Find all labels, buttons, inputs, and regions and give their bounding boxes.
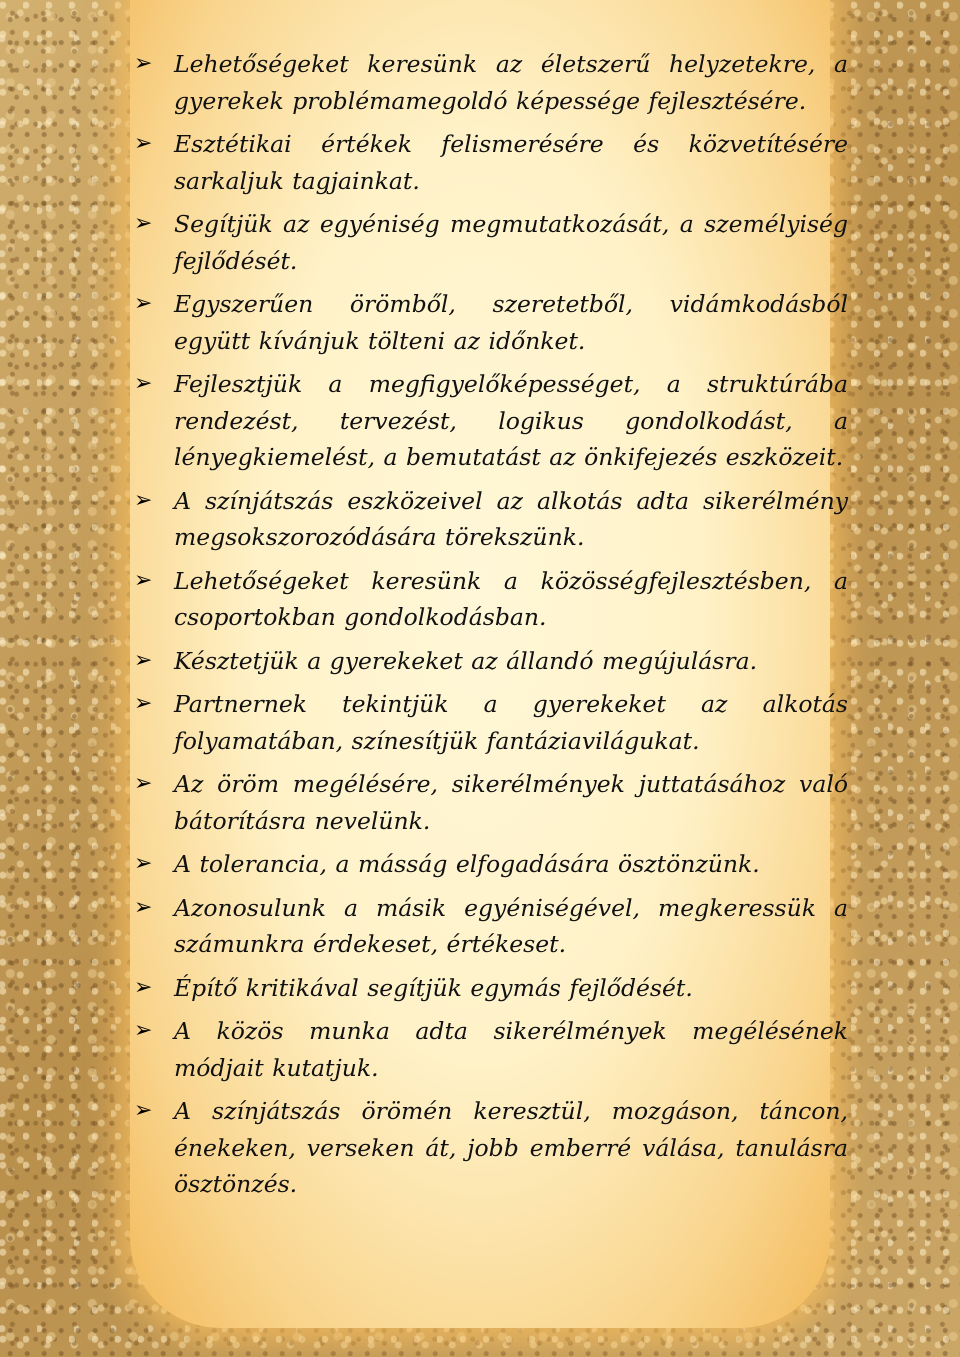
list-item-text: Építő kritikával segítjük egymás fejlődését. (174, 973, 693, 1002)
list-item (132, 970, 848, 1007)
arrow-bullet-icon: ➢ (134, 894, 153, 920)
arrow-bullet-icon: ➢ (134, 771, 153, 796)
list-item (132, 286, 848, 359)
arrow-bullet-icon: ➢ (134, 51, 153, 76)
arrow-bullet-icon: ➢ (134, 1098, 153, 1123)
goals-list (132, 46, 848, 1203)
list-item (132, 890, 848, 963)
list-item (132, 483, 848, 556)
list-item (132, 126, 848, 199)
arrow-bullet-icon: ➢ (134, 1018, 153, 1043)
list-item-text: Az öröm megélésére, sikerélmények juttatásához való bátorításra nevelünk. (174, 770, 848, 835)
arrow-bullet-icon: ➢ (134, 291, 153, 316)
list-item-text: A közös munka adta sikerélmények megélésének módjait kutatjuk. (174, 1017, 848, 1082)
list-item-text: Fejlesztjük a megfigyelőképességet, a struktúrába rendezést, tervezést, logikus gondolkodást, a lényegkiemelést, a bemutatást az önkifejezés eszközeit. (174, 370, 848, 471)
list-item-text: A tolerancia, a másság elfogadására ösztönzünk. (174, 850, 760, 878)
list-item (132, 846, 848, 883)
list-item-text: Lehetőségeket keresünk a közösségfejlesztésben, a csoportokban gondolkodásban. (174, 566, 848, 631)
list-item-text: Segítjük az egyéniség megmutatkozását, a személyiség fejlődését. (174, 210, 848, 275)
list-item (132, 766, 848, 839)
list-item (132, 563, 848, 636)
arrow-bullet-icon: ➢ (134, 131, 153, 156)
list-item-text: Partnernek tekintjük a gyerekeket az alkotás folyamatában, színesítjük fantáziavilágukat. (174, 690, 848, 755)
list-item (132, 46, 848, 119)
list-item (132, 643, 848, 680)
arrow-bullet-icon: ➢ (134, 371, 153, 396)
arrow-bullet-icon: ➢ (134, 211, 153, 236)
list-item-text: A színjátszás örömén keresztül, mozgáson, táncon, énekeken, verseken át, jobb emberré válása, tanulásra ösztönzés. (174, 1097, 848, 1198)
arrow-bullet-icon: ➢ (134, 691, 153, 716)
arrow-bullet-icon: ➢ (134, 487, 153, 513)
list-item-text: Esztétikai értékek felismerésére és közvetítésére sarkaljuk tagjainkat. (174, 130, 848, 195)
list-item-text: A színjátszás eszközeivel az alkotás adta sikerélmény megsokszorozódására törekszünk. (174, 486, 848, 551)
list-item (132, 366, 848, 476)
goals-list-container (132, 46, 848, 1210)
list-item-text: Késztetjük a gyerekeket az állandó megújulásra. (174, 646, 758, 675)
arrow-bullet-icon: ➢ (134, 647, 153, 673)
list-item (132, 1013, 848, 1086)
list-item (132, 206, 848, 279)
arrow-bullet-icon: ➢ (134, 851, 153, 876)
list-item-text: Lehetőségeket keresünk az életszerű helyzetekre, a gyerekek problémamegoldó képessége fejlesztésére. (174, 50, 848, 115)
arrow-bullet-icon: ➢ (134, 974, 153, 1000)
list-item (132, 1093, 848, 1203)
list-item (132, 686, 848, 759)
arrow-bullet-icon: ➢ (134, 567, 153, 593)
list-item-text: Azonosulunk a másik egyéniségével, megkeressük a számunkra érdekeset, értékeset. (174, 893, 848, 958)
list-item-text: Egyszerűen örömből, szeretetből, vidámkodásból együtt kívánjuk tölteni az időnket. (174, 290, 848, 355)
